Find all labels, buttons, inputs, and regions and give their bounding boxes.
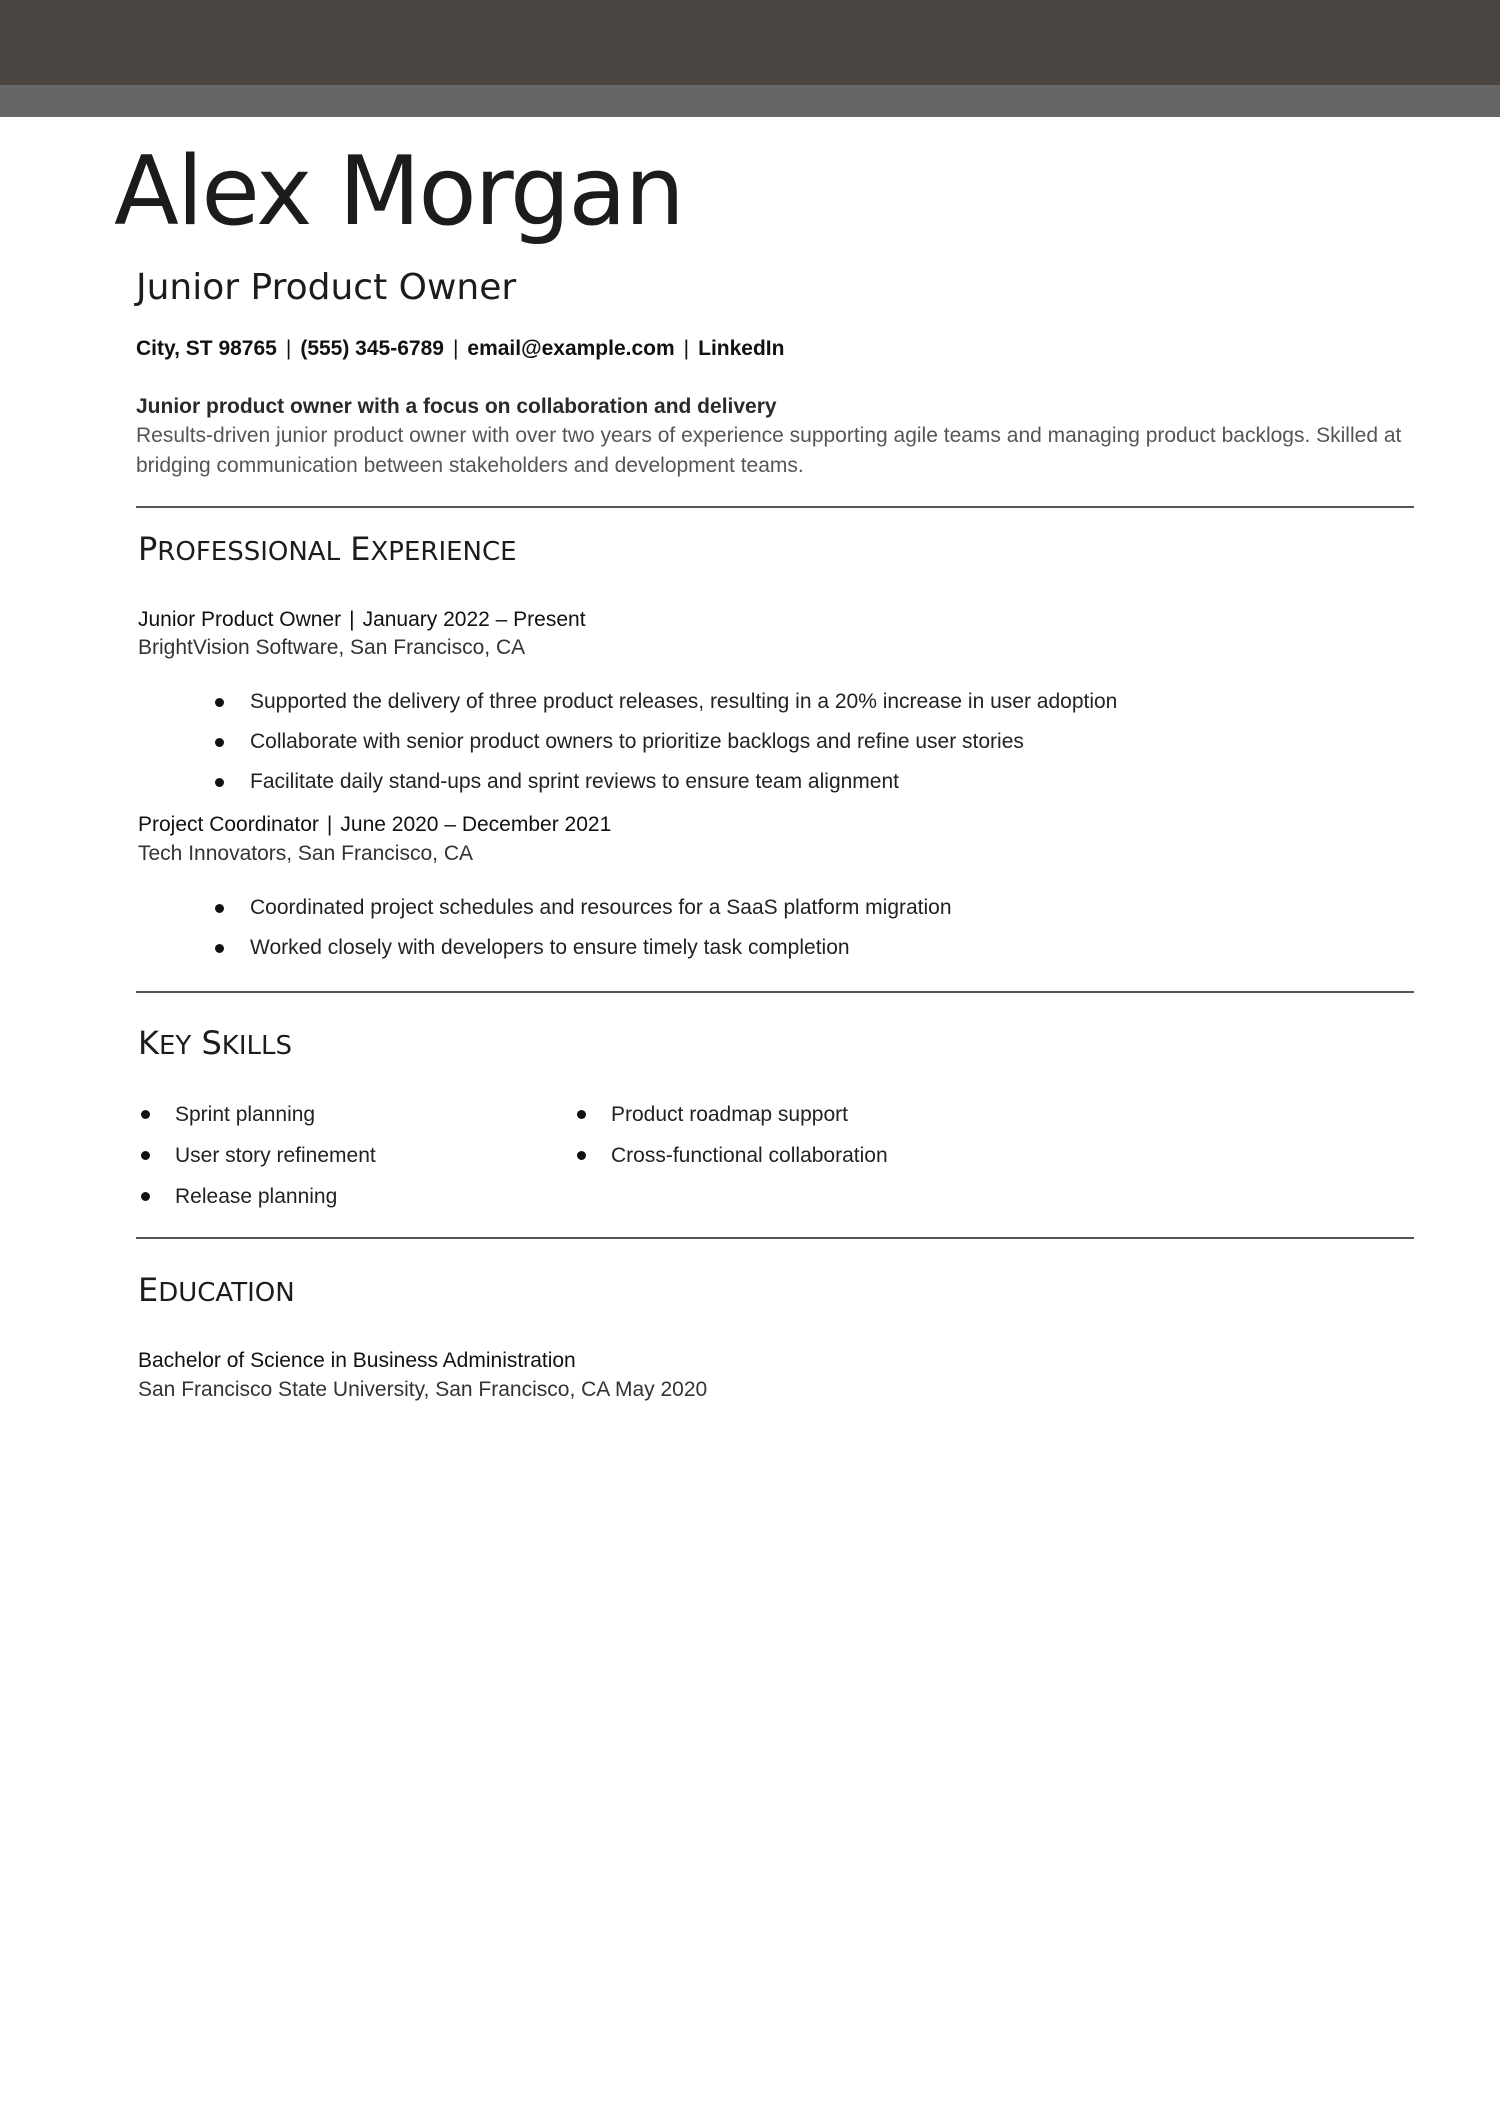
heading-rest: XPERIENCE <box>370 537 517 567</box>
list-item: Supported the delivery of three product releases, resulting in a 20% increase in user adoption <box>250 682 1117 722</box>
section-divider <box>136 506 1414 508</box>
job-role-line <box>138 812 611 837</box>
job-separator: | <box>349 608 355 631</box>
skills-list-left <box>175 1094 376 1217</box>
heading-rest: ROFESSIONAL <box>157 537 341 567</box>
contact-line <box>136 336 784 361</box>
education-heading <box>138 1271 295 1309</box>
contact-separator: | <box>285 337 292 360</box>
section-divider <box>136 991 1414 993</box>
job-org: BrightVision Software, San Francisco, CA <box>138 636 526 659</box>
experience-heading <box>138 530 517 568</box>
list-item: User story refinement <box>175 1135 376 1176</box>
job-role: Project Coordinator <box>138 813 319 836</box>
header-band-light <box>0 85 1500 117</box>
summary-headline: Junior product owner with a focus on collaboration and delivery <box>136 395 777 418</box>
job-role: Junior Product Owner <box>138 608 342 631</box>
contact-location: City, ST 98765 <box>136 337 277 360</box>
contact-linkedin[interactable]: LinkedIn <box>698 337 785 360</box>
heading-initial: P <box>138 530 158 568</box>
header-band-dark <box>0 0 1500 85</box>
list-item: Collaborate with senior product owners to prioritize backlogs and refine user stories <box>250 722 1117 762</box>
heading-rest: KILLS <box>221 1031 292 1061</box>
job-dates: January 2022 – Present <box>362 608 586 631</box>
candidate-name: Alex Morgan <box>114 137 683 247</box>
job-bullets <box>250 888 952 968</box>
section-divider <box>136 1237 1414 1239</box>
job-separator: | <box>326 813 333 836</box>
list-item: Facilitate daily stand-ups and sprint reviews to ensure team alignment <box>250 762 1117 802</box>
heading-initial: E <box>138 1271 159 1309</box>
list-item: Release planning <box>175 1176 376 1217</box>
contact-email[interactable]: email@example.com <box>467 337 675 360</box>
candidate-title: Junior Product Owner <box>136 267 517 308</box>
skills-heading <box>138 1024 292 1062</box>
list-item: Product roadmap support <box>611 1094 888 1135</box>
heading-rest: EY <box>158 1031 192 1061</box>
list-item: Coordinated project schedules and resources for a SaaS platform migration <box>250 888 952 928</box>
contact-phone: (555) 345-6789 <box>300 337 444 360</box>
job-org: Tech Innovators, San Francisco, CA <box>138 842 473 865</box>
heading-initial: E <box>350 530 371 568</box>
heading-rest: DUCATION <box>158 1278 295 1308</box>
list-item: Worked closely with developers to ensure timely task completion <box>250 928 952 968</box>
skills-list-right <box>611 1094 888 1176</box>
job-role-line <box>138 607 586 632</box>
heading-initial: S <box>201 1024 222 1062</box>
summary-text: Results-driven junior product owner with over two years of experience supporting agile teams and managing product backlogs. Skilled at bridging communication between stakeholders and development teams. <box>136 424 1402 477</box>
job-bullets <box>250 682 1117 802</box>
heading-initial: K <box>138 1024 159 1062</box>
contact-separator: | <box>683 337 690 360</box>
job-dates: June 2020 – December 2021 <box>340 813 612 836</box>
list-item: Sprint planning <box>175 1094 376 1135</box>
education-school: San Francisco State University, San Francisco, CA May 2020 <box>138 1378 708 1401</box>
list-item: Cross-functional collaboration <box>611 1135 888 1176</box>
education-degree: Bachelor of Science in Business Administration <box>138 1349 576 1372</box>
contact-separator: | <box>452 337 459 360</box>
